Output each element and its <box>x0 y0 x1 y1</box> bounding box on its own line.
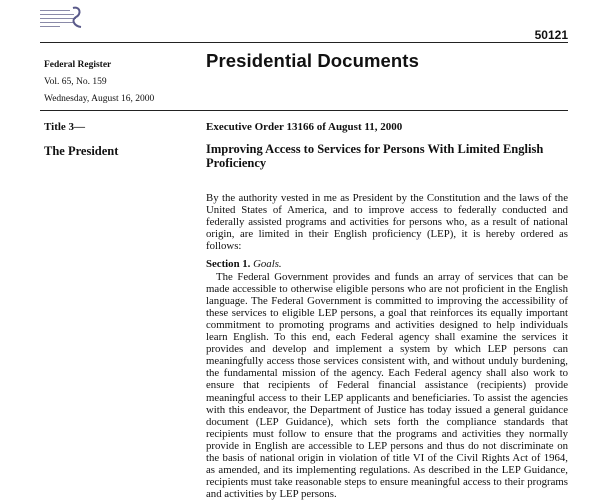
middle-divider <box>40 110 568 111</box>
section-title: Presidential Documents <box>206 50 419 71</box>
executive-order-line: Executive Order 13166 of August 11, 2000 <box>206 121 403 133</box>
title-label: Title 3— <box>44 121 86 133</box>
publication-date: Wednesday, August 16, 2000 <box>44 94 155 104</box>
document-body <box>206 192 568 500</box>
section-paragraph: The Federal Government provides and funds an array of services that can be made accessible to otherwise eligible persons who are not proficient in the English language. The Federal Government is committed to improving the accessibility of these services to eligible LEP persons, a goal that reinforces its equally important commitment to promoting programs and activities designed to help individuals learn English. To this end, each Federal agency shall examine the services it provides and develop and implement a system by which LEP persons can meaningfully access those services consistent with, and without unduly burdening, the fundamental mission of the agency. Each Federal agency shall also work to ensure that recipients of Federal financial assistance (recipients) provide meaningful access to their LEP applicants and beneficiaries. To assist the agencies with this endeavor, the Department of Justice has today issued a general guidance document (LEP Guidance), which sets forth the compliance standards that recipients must follow to ensure that the programs and activities they normally provide in English are accessible to LEP persons and thus do not discriminate on the basis of national origin in violation of title VI of the Civil Rights Act of 1964, as amended, and its implementing regulations. As described in the LEP Guidance, recipients must take reasonable steps to ensure meaningful access to their programs and activities by LEP persons. <box>206 270 568 500</box>
intro-paragraph: By the authority vested in me as President by the Constitution and the laws of the United States of America, and to improve access to federally conducted and federally assisted programs and activities for persons who, as a result of national origin, are limited in their English proficiency (LEP), it is hereby ordered as follows: <box>206 192 568 253</box>
federal-register-logo-icon <box>40 6 86 32</box>
section-title-text: Goals. <box>253 258 282 271</box>
president-label: The President <box>44 144 119 158</box>
section-heading <box>206 258 568 270</box>
masthead <box>44 57 154 108</box>
section-label: Section 1. <box>206 258 251 271</box>
document-heading: Improving Access to Services for Persons With Limited English Proficiency <box>206 142 544 170</box>
page-number: 50121 <box>534 28 568 42</box>
top-divider <box>40 42 568 43</box>
volume-number: Vol. 65, No. 159 <box>44 77 107 87</box>
publication-name: Federal Register <box>44 60 112 70</box>
